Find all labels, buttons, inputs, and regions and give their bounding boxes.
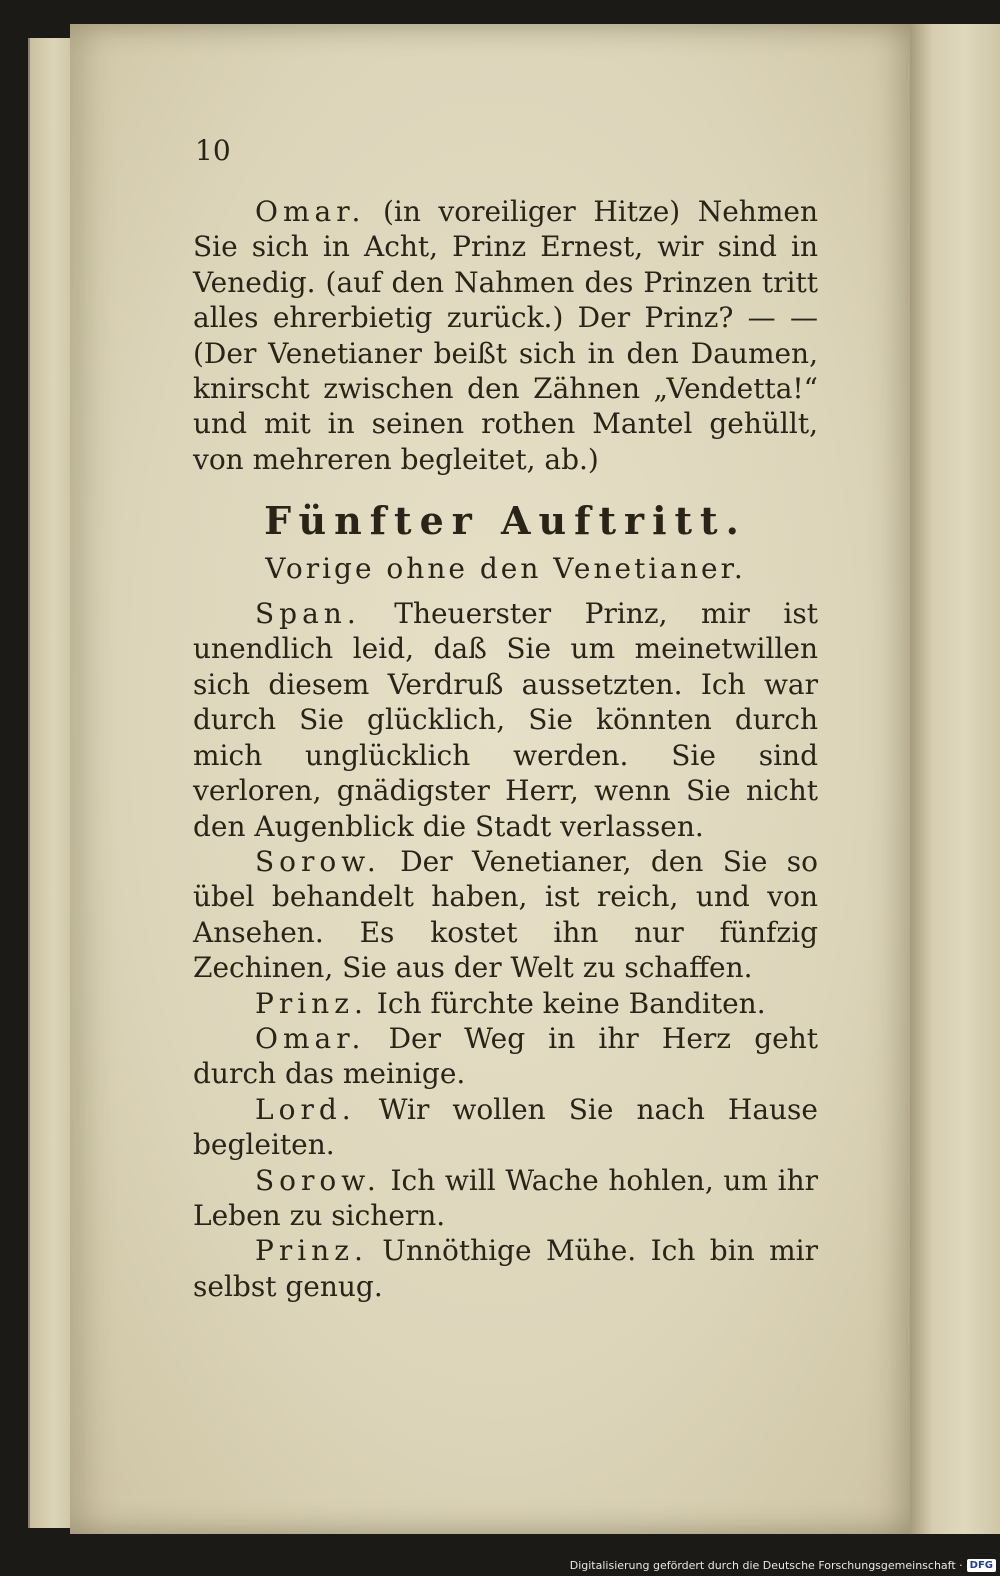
scene-subheading: Vorige ohne den Venetianer. [265,551,746,585]
dialogue-paragraph [193,596,818,844]
speaker-name: Omar. [255,195,366,228]
dialogue-text: Der Venetianer, den Sie so übel behandelt haben, ist reich, und von Ansehen. Es kostet ihn nur fünfzig Zechinen, Sie aus der Welt zu schaffen. [193,844,818,985]
dfg-logo: DFG [967,1559,996,1572]
dialogue-text: Unnöthige Mühe. Ich bin mir selbst genug. [193,1234,818,1303]
dialogue-text: Der Weg in ihr Herz geht durch das meinige. [193,1021,818,1091]
dialogue-text: (in voreiliger Hitze) Nehmen Sie sich in Acht, Prinz Ernest, wir sind in Venedig. (auf den Nahmen des Prinzen tritt alles ehrerbietig zurück.) Der Prinz? — — (Der Venetianer beißt sich in den Daumen, knirscht zwischen den Zähnen „Vendetta!“ und mit in seinen rothen Mantel gehüllt, von mehreren begleitet, ab.) [193,195,818,476]
speaker-name: Prinz. [255,986,368,1020]
dialogue-text: Ich fürchte keine Banditen. [376,986,766,1020]
speaker-name: Prinz. [255,1234,368,1268]
dialogue-paragraph [193,986,818,1021]
dialogue-text: Ich will Wache hohlen, um ihr Leben zu sichern. [193,1163,818,1232]
dialogue-paragraph [193,844,818,986]
credit-text: Digitalisierung gefördert durch die Deutsche Forschungsgemeinschaft · [569,1559,963,1572]
page-number: 10 [195,134,231,167]
page-text [193,130,818,1304]
digitization-credit [570,1559,996,1572]
book-spine [910,24,1000,1534]
dialogue-paragraph [193,1163,818,1234]
dialogue-text: Theuerster Prinz, mir ist unendlich leid, daß Sie um meinetwillen sich diesem Verdruß aussetzten. Ich war durch Sie glücklich, Sie könnten durch mich unglücklich werden. Sie sind verloren, gnädigster Herr, wenn Sie nicht den Augenblick die Stadt verlassen. [193,597,818,843]
dialogue-text: Wir wollen Sie nach Hause begleiten. [193,1092,818,1162]
speaker-name: Sorow. [255,1163,381,1197]
scene-heading: Fünfter Auftritt. [264,498,747,544]
dialogue-paragraph [193,1092,818,1163]
speaker-name: Span. [255,597,361,631]
dialogue-paragraph [193,1233,818,1304]
dialogue-paragraph [193,194,818,477]
dialogue-paragraph [193,1021,818,1092]
speaker-name: Lord. [255,1092,356,1126]
speaker-name: Sorow. [255,844,381,878]
speaker-name: Omar. [255,1021,366,1055]
